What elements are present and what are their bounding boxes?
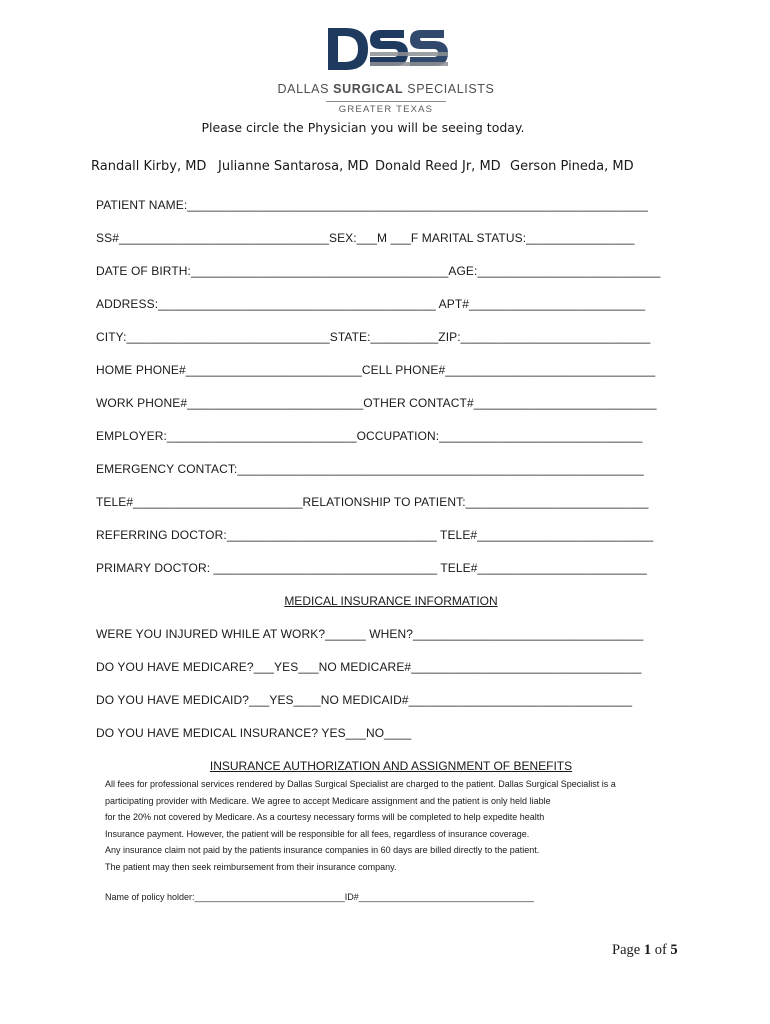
emergency-contact-field[interactable]: EMERGENCY CONTACT:____________________________________________________________ [96, 462, 644, 476]
authorization-line: participating provider with Medicare. We agree to accept Medicare assignment and the patient is only held liable [105, 795, 551, 806]
dss-logo [266, 22, 506, 118]
physician-instruction: Please circle the Physician you will be seeing today. [201, 120, 525, 135]
authorization-line: Insurance payment. However, the patient will be responsible for all fees, regardless of insurance coverage. [105, 828, 530, 839]
physician-option[interactable]: Julianne Santarosa, MD [218, 159, 369, 174]
dob-age-field[interactable]: DATE OF BIRTH:______________________________________AGE:___________________________ [96, 264, 661, 278]
authorization-heading: INSURANCE AUTHORIZATION AND ASSIGNMENT OF BENEFITS [209, 759, 573, 773]
medical-insurance-heading: MEDICAL INSURANCE INFORMATION [284, 594, 498, 608]
logo-company-name: DALLAS SURGICAL SPECIALISTS [277, 82, 495, 96]
physician-option[interactable]: Donald Reed Jr, MD [375, 159, 501, 174]
dss-logo-mark [266, 22, 506, 80]
medicaid-field[interactable]: DO YOU HAVE MEDICAID?___YES____NO MEDICAID#_________________________________ [96, 693, 633, 707]
phone-field[interactable]: HOME PHONE#__________________________CELL PHONE#_______________________________ [96, 363, 656, 377]
tele-relationship-field[interactable]: TELE#_________________________RELATIONSHIP TO PATIENT:___________________________ [96, 495, 649, 509]
medicare-field[interactable]: DO YOU HAVE MEDICARE?___YES___NO MEDICARE#__________________________________ [96, 660, 642, 674]
page-number: Page 1 of 5 [612, 942, 678, 958]
address-field[interactable]: ADDRESS:_________________________________________ APT#__________________________ [96, 297, 646, 311]
authorization-paragraph [105, 776, 705, 875]
patient-name-field[interactable]: PATIENT NAME:____________________________________________________________________ [96, 198, 648, 212]
work-phone-field[interactable]: WORK PHONE#__________________________OTHER CONTACT#___________________________ [96, 396, 657, 410]
ss-sex-marital-field[interactable]: SS#_______________________________SEX:___M ___F MARITAL STATUS:________________ [96, 231, 635, 245]
logo-subtitle: GREATER TEXAS [338, 104, 434, 115]
policy-holder-field[interactable]: Name of policy holder:______________________________ID#___________________________________ [105, 892, 534, 902]
city-state-zip-field[interactable]: CITY:______________________________STATE:__________ZIP:____________________________ [96, 330, 651, 344]
physician-option[interactable]: Randall Kirby, MD [91, 159, 207, 174]
authorization-line: Any insurance claim not paid by the patients insurance companies in 60 days are billed directly to the patient. [105, 845, 540, 855]
injured-at-work-field[interactable]: WERE YOU INJURED WHILE AT WORK?______ WHEN?__________________________________ [96, 627, 644, 641]
referring-doctor-field[interactable]: REFERRING DOCTOR:_______________________________ TELE#__________________________ [96, 528, 654, 542]
physician-option[interactable]: Gerson Pineda, MD [510, 159, 634, 174]
authorization-line: All fees for professional services rendered by Dallas Surgical Specialist are charged to the patient. Dallas Surgical Specialist is a [105, 779, 616, 789]
authorization-line: The patient may then seek reimbursement from their insurance company. [105, 861, 397, 872]
medical-insurance-field[interactable]: DO YOU HAVE MEDICAL INSURANCE? YES___NO____ [96, 726, 412, 740]
logo-divider [326, 101, 446, 102]
primary-doctor-field[interactable]: PRIMARY DOCTOR: _________________________________ TELE#_________________________ [96, 561, 647, 575]
employer-field[interactable]: EMPLOYER:____________________________OCCUPATION:______________________________ [96, 429, 643, 443]
authorization-line: for the 20% not covered by Medicare. As a courtesy necessary forms will be completed to help expedite health [105, 812, 545, 822]
